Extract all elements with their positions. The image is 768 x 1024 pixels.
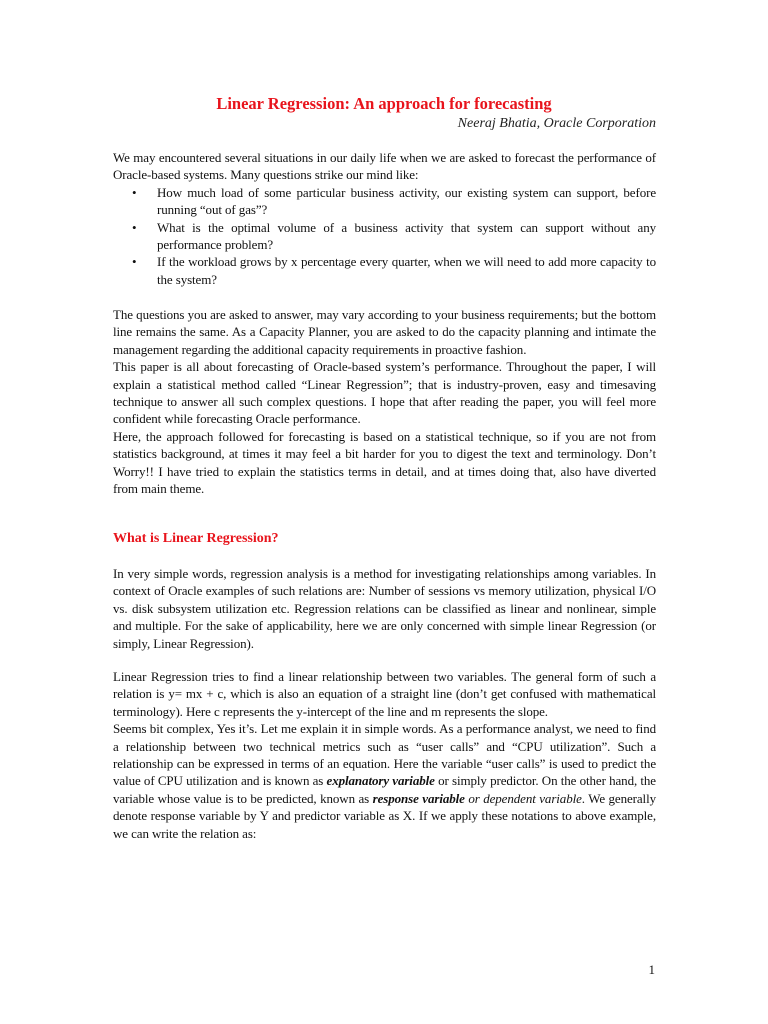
body-block: [113, 306, 656, 497]
section-block-1: [113, 565, 656, 652]
intro-paragraph: We may encountered several situations in our daily life when we are asked to forecast the performance of Oracle-based systems. Many questions strike our mind like:: [113, 150, 656, 183]
list-item-text: What is the optimal volume of a business activity that system can support without any performance problem?: [157, 219, 656, 253]
list-item: [113, 219, 656, 254]
list-item-text: If the workload grows by x percentage every quarter, when we will need to add more capacity to the system?: [157, 254, 656, 287]
bullet-icon: •: [132, 254, 137, 270]
bullet-icon: •: [132, 184, 137, 200]
author-line: Neeraj Bhatia, Oracle Corporation: [457, 116, 656, 131]
bullet-icon: •: [132, 219, 137, 235]
question-list: [113, 184, 656, 288]
section-block-2: [113, 668, 656, 842]
intro-block: [113, 149, 656, 288]
list-item-text: How much load of some particular business activity, our existing system can support, before running “out of gas”?: [157, 184, 656, 218]
text-run: or simply predictor. On the other hand, the variable whose value is to be predicted, known as: [113, 773, 656, 806]
paragraph: [113, 720, 656, 842]
page-number: 1: [648, 962, 655, 977]
document-title: Linear Regression: An approach for forecasting: [216, 94, 552, 113]
paragraph: In very simple words, regression analysis is a method for investigating relationships among variables. In context of Oracle examples of such relations are: Number of sessions vs memory utilization, physical I/O vs. disk subsystem utilization etc. Regression relations can be classified as linear and nonlinear, simple and multiple. For the sake of applicability, here we are only concerned with simple linear Regression (or simply, Linear Regression).: [113, 566, 656, 651]
term-response-variable: response variable: [372, 790, 465, 806]
paragraph: The questions you are asked to answer, may vary according to your business requirements; but the bottom line remains the same. As a Capacity Planner, you are asked to do the capacity planning and intimate the management regarding the additional capacity requirements in proactive fashion.: [113, 307, 656, 357]
paragraph: This paper is all about forecasting of Oracle-based system’s performance. Throughout the paper, I will explain a statistical method called “Linear Regression”; that is industry-proven, easy and timesaving technique to answer all such complex questions. I hope that after reading the paper, you will feel more confident while forecasting Oracle performance.: [113, 359, 656, 427]
term-explanatory-variable: explanatory variable: [326, 773, 435, 789]
paragraph: Linear Regression tries to find a linear relationship between two variables. The general form of such a relation is y= mx + c, which is also an equation of a straight line (don’t get confused with mathematical terminology). Here c represents the y-intercept of the line and m represents the slope.: [113, 669, 656, 719]
section-heading: What is Linear Regression?: [113, 531, 279, 546]
list-item: [113, 253, 656, 288]
term-dependent-variable: or dependent variable: [464, 790, 582, 806]
text-run: Seems bit complex, Yes it’s. Let me explain it in simple words. As a performance analyst, we need to find a relationship between two technical metrics such as “user calls” and “CPU utilization”. Such a relationship can be expressed in terms of an equation. Here the variable “user calls” is used to predict the value of CPU utilization and is known as: [113, 721, 656, 789]
paragraph: Here, the approach followed for forecasting is based on a statistical technique, so if you are not from statistics background, at times it may feel a bit harder for you to digest the text and terminology. Don’t Worry!! I have tried to explain the statistics terms in detail, and at times doing that, also have diverted from main theme.: [113, 428, 656, 497]
text-run: . We generally denote response variable by Y and predictor variable as X. If we apply these notations to above example, we can write the relation as:: [113, 790, 656, 841]
list-item: [113, 184, 656, 219]
